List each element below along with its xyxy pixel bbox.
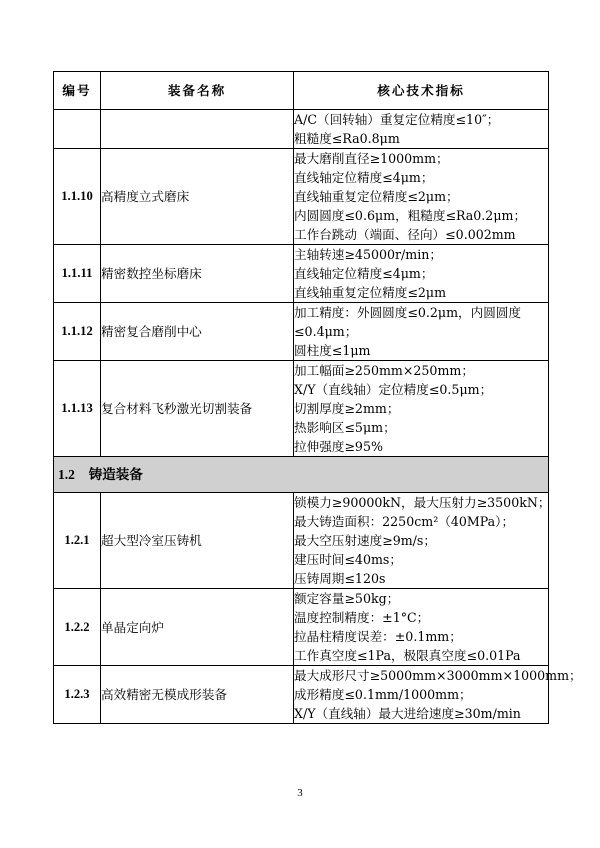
spec-line: 直线轴重复定位精度≤2μm；: [294, 189, 459, 204]
row-specs: [294, 149, 549, 245]
spec-line: 额定容量≥50kg；: [294, 591, 400, 606]
table-row: [54, 149, 549, 245]
table-row: [54, 245, 549, 303]
spec-line: 加工精度：外圆圆度≤0.2μm，内圆圆度≤0.4μm；: [294, 305, 522, 339]
spec-line: 热影响区≤5μm；: [294, 420, 396, 435]
section-number: 1.2: [58, 466, 75, 482]
row-equipment-name: 单晶定向炉: [101, 589, 294, 666]
spec-line: 直线轴定位精度≤4μm；: [294, 170, 434, 185]
table-row: [54, 493, 549, 589]
spec-line: 锁模力≥90000kN，最大压射力≥3500kN；: [294, 495, 551, 510]
spec-line: X/Y（直线轴）最大进给速度≥30m/min: [294, 706, 521, 721]
spec-line: 直线轴定位精度≤4μm；: [294, 266, 434, 281]
row-specs: [294, 110, 549, 149]
row-number: 1.2.1: [54, 493, 101, 589]
header-core-specs: 核心技术指标: [294, 72, 549, 110]
section-title: 铸造装备: [88, 466, 143, 483]
spec-line: 压铸周期≤120s: [294, 571, 386, 586]
table-row: [54, 361, 549, 457]
section-heading: [54, 457, 549, 493]
page-number: 3: [297, 787, 303, 799]
spec-line: 粗糙度≤Ra0.8μm: [294, 131, 400, 146]
header-number: 编号: [54, 72, 101, 110]
spec-line: 内圆圆度≤0.6μm，粗糙度≤Ra0.2μm；: [294, 208, 527, 223]
table-row: [54, 666, 549, 724]
row-equipment-name: 精密复合磨削中心: [101, 303, 294, 361]
spec-line: 主轴转速≥45000r/min；: [294, 247, 442, 262]
spec-line: 最大成形尺寸≥5000mm×3000mm×1000mm；: [294, 668, 582, 683]
spec-line: 拉伸强度≥95%: [294, 439, 383, 454]
row-specs: [294, 245, 549, 303]
row-equipment-name: 高精度立式磨床: [101, 149, 294, 245]
equipment-spec-table: [53, 71, 582, 724]
table-row: [54, 589, 549, 666]
row-number: 1.1.11: [54, 245, 101, 303]
spec-line: 温度控制精度：±1°C；: [294, 610, 430, 625]
row-number: 1.2.3: [54, 666, 101, 724]
spec-line: 加工幅面≥250mm×250mm；: [294, 363, 474, 378]
row-specs: [294, 361, 549, 457]
row-equipment-name: 高效精密无模成形装备: [101, 666, 294, 724]
spec-line: 直线轴重复定位精度≤2μm: [294, 285, 447, 300]
table-header-row: [54, 72, 549, 110]
row-specs: [294, 303, 549, 361]
row-number: 1.2.2: [54, 589, 101, 666]
spec-line: 最大磨削直径≥1000mm；: [294, 151, 449, 166]
spec-line: 最大铸造面积：2250cm²（40MPa）；: [294, 514, 515, 529]
row-equipment-name: 复合材料飞秒激光切割装备: [101, 361, 294, 457]
row-specs: [294, 589, 549, 666]
row-number: 1.1.13: [54, 361, 101, 457]
row-equipment-name: [101, 110, 294, 149]
spec-line: 建压时间≤40ms；: [294, 552, 402, 567]
table-row: [54, 110, 549, 149]
spec-line: 成形精度≤0.1mm/1000mm；: [294, 687, 472, 702]
row-equipment-name: 精密数控坐标磨床: [101, 245, 294, 303]
spec-line: 拉晶柱精度误差：±0.1mm；: [294, 629, 462, 644]
spec-line: 切割厚度≥2mm；: [294, 401, 400, 416]
row-number: [54, 110, 101, 149]
spec-line: X/Y（直线轴）定位精度≤0.5μm；: [294, 382, 493, 397]
spec-line: 工作真空度≤1Pa，极限真空度≤0.01Pa: [294, 648, 521, 663]
row-specs: [294, 493, 549, 589]
spec-line: 工作台跳动（端面、径向）≤0.002mm: [294, 227, 516, 242]
row-number: 1.1.12: [54, 303, 101, 361]
table-row: [54, 303, 549, 361]
row-equipment-name: 超大型冷室压铸机: [101, 493, 294, 589]
spec-line: A/C（回转轴）重复定位精度≤10″；: [294, 112, 500, 127]
section-header-row: [54, 457, 549, 493]
spec-line: 圆柱度≤1μm: [294, 343, 371, 358]
spec-line: 最大空压射速度≥9m/s；: [294, 533, 436, 548]
row-number: 1.1.10: [54, 149, 101, 245]
row-specs: [294, 666, 582, 724]
header-equipment-name: 装备名称: [101, 72, 294, 110]
